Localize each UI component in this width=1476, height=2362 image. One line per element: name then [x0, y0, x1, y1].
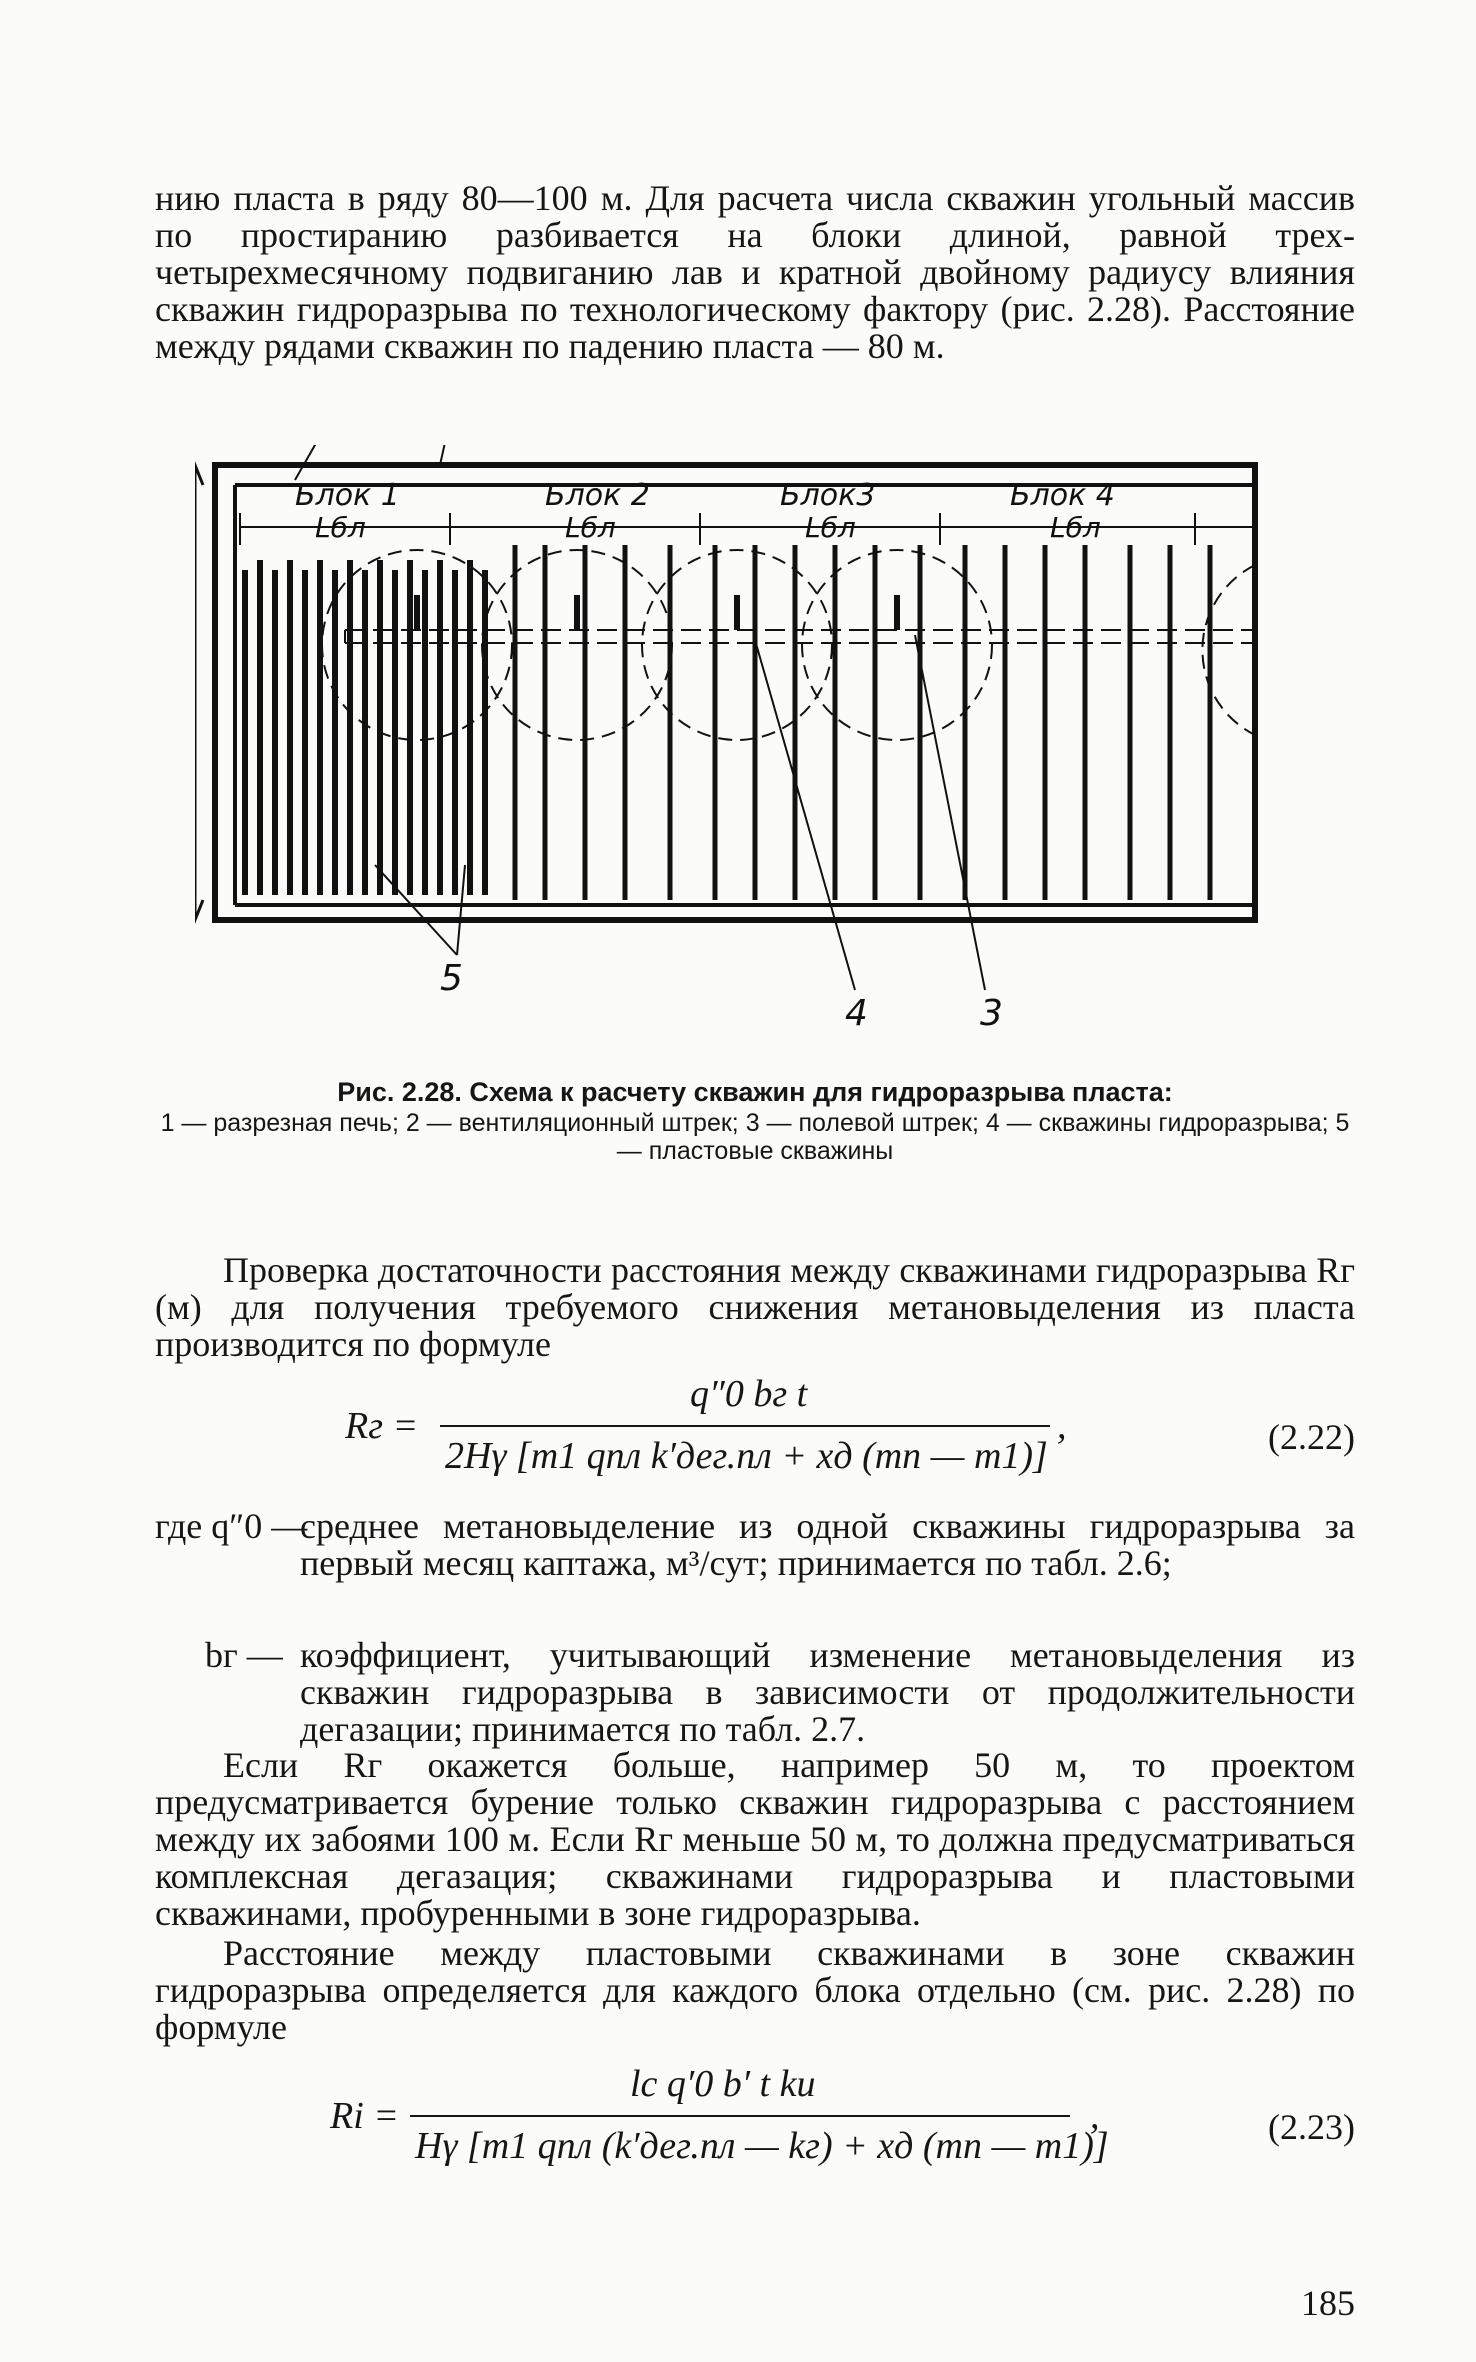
- frac-boreholes: [417, 595, 897, 630]
- formula-2-22-numerator: q″0 bг t: [690, 1373, 808, 1415]
- definition-bg-text: коэффициент, учитывающий изменение метановыделения из скважин гидроразрыва в зависимости от продолжительности дегазации; принимается по табл. 2.7.: [300, 1635, 1355, 1749]
- label-length-3: Lбл: [805, 511, 856, 544]
- formula-2-23-lhs: Ri =: [330, 2095, 399, 2137]
- definition-bg-term: bг —: [205, 1635, 283, 1675]
- caption-title: Рис. 2.28. Схема к расчету скважин для гидроразрыва пласта:: [337, 1077, 1173, 1107]
- label-block-2: Блок 2: [545, 478, 650, 513]
- formula-2-22: [155, 1368, 1355, 1478]
- formula-2-22-body: [345, 1368, 1345, 1478]
- label-block-3: Блок3: [780, 478, 876, 513]
- field-drift: [345, 630, 1255, 643]
- caption-legend: 1 — разрезная печь; 2 — вентиляционный штрек; 3 — полевой штрек; 4 — скважины гидроразрыва; 5 — пластовые скважины: [160, 1109, 1350, 1165]
- formula-2-22-number: (2.22): [1268, 1417, 1355, 1457]
- formula-2-23: [155, 2058, 1355, 2168]
- definition-q0-term: где q″0 —: [155, 1506, 308, 1546]
- figure-caption: [155, 1075, 1355, 1165]
- paragraph-if-rg: Если Rг окажется больше, например 50 м, то проектом предусматривается бурение только скважин гидроразрыва с расстоянием между их забоями 100 м. Если Rг меньше 50 м, то должна предусматриваться комплексная дегазация; скважинами гидроразрыва и пластовыми скважинами, пробуренными в зоне гидроразрыва.: [155, 1745, 1355, 1933]
- formula-2-23-numerator: lс q′0 b′ t kи: [630, 2063, 816, 2105]
- influence-circles: [322, 550, 1255, 740]
- label-block-4: Блок 4: [1010, 478, 1115, 513]
- label-block-1: Блок 1: [295, 478, 400, 513]
- label-length-2: Lбл: [565, 511, 616, 544]
- formula-2-23-number: (2.23): [1268, 2107, 1355, 2147]
- definition-q0: [155, 1508, 1355, 1628]
- paragraph-distance: Расстояние между пластовыми скважинами в зоне скважин гидроразрыва определяется для каждого блока отдельно (см. рис. 2.28) по формуле: [155, 1933, 1355, 2047]
- definition-q0-text: среднее метановыделение из одной скважины гидроразрыва за первый месяц каптажа, м³/сут; принимается по табл. 2.6;: [300, 1506, 1355, 1583]
- formula-2-23-denominator: Hγ [m1 qпл (k′дег.пл — kг) + xд (mп — m1)]: [415, 2125, 1109, 2167]
- label-4: 4: [845, 993, 868, 1034]
- paragraph-intro: нию пласта в ряду 80—100 м. Для расчета числа скважин угольный массив по простиранию разбивается на блоки длиной, равной трех-четырехмесячному подвиганию лав и кратной двойному радиусу влияния скважин гидроразрыва по технологическому фактору (рис. 2.28). Расстояние между рядами скважин по падению пласта — 80 м.: [155, 178, 1355, 366]
- formula-2-22-denominator: 2Hγ [m1 qпл k′дег.пл + xд (mп — m1)]: [445, 1435, 1048, 1477]
- figure-2-28-diagram: [195, 445, 1295, 1045]
- formula-2-23-body: [330, 2058, 1330, 2168]
- label-length-1: Lбл: [315, 511, 366, 544]
- label-3: 3: [980, 993, 1003, 1034]
- definition-bg: [155, 1637, 1355, 1747]
- paragraph-check: Проверка достаточности расстояния между скважинами гидроразрыва Rг (м) для получения требуемого снижения метановыделения из пласта производится по формуле: [155, 1250, 1355, 1364]
- formula-2-22-lhs: Rг =: [345, 1405, 419, 1447]
- seam-boreholes-group: [245, 560, 485, 895]
- svg-text:,: ,: [1090, 2095, 1100, 2137]
- svg-text:,: ,: [1057, 1405, 1067, 1447]
- page-number: 185: [1301, 2283, 1355, 2323]
- label-5: 5: [440, 958, 463, 999]
- label-length-4: Lбл: [1050, 511, 1101, 544]
